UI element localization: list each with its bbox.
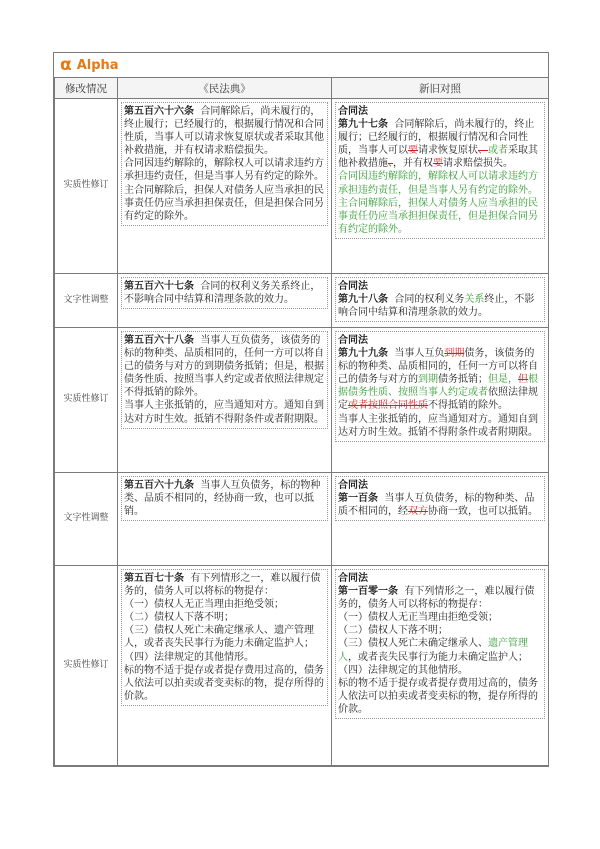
article-number: 第五百六十九条	[124, 480, 194, 491]
list-item	[338, 637, 542, 663]
unchanged-text: 当事人主张抵销的，应当通知对方。通知自到达对方时生效。抵销不得附条件或者附期限。	[338, 413, 538, 438]
unchanged-text: 不得抵销的除外。	[428, 400, 508, 412]
unchanged-text: 终止，不影响合同中结算和清理条款的效力。	[338, 294, 535, 319]
added-text: 遗产管理人	[338, 638, 528, 663]
unchanged-text: 有下列情形之一，难以履行债务的，债务人可以将标的物提存：	[338, 586, 535, 611]
table-header-row	[55, 78, 549, 99]
list-item: （二）债权人下落不明；	[124, 612, 234, 624]
article-text: 有下列情形之一，难以履行债务的，债务人可以将标的物提存：	[124, 573, 321, 598]
old-law-name: 合同法	[338, 106, 368, 117]
list-item: （三）债权人死亡未确定继承人、遗产管理人，或者丧失民事行为能力未确定监护人；	[124, 625, 314, 650]
header-revision-type: 修改情况	[55, 78, 118, 99]
unchanged-text: ，或者丧失民事行为能力未确定监护人；	[348, 651, 528, 663]
revision-type-cell: 实质性修订	[55, 566, 118, 766]
old-new-cell	[332, 274, 549, 328]
table-row	[55, 328, 549, 473]
header-old-new-comparison: 新旧对照	[332, 78, 549, 99]
added-text: 或者	[488, 145, 508, 157]
old-new-cell	[332, 328, 549, 473]
unchanged-text: 合同解除后，尚未履行的，终止履行；已经履行的，根据履行情况和合同性质，当事人可以	[338, 119, 535, 157]
old-law-name: 合同法	[338, 335, 368, 346]
old-new-cell	[332, 473, 549, 566]
unchanged-text: 采取其他补救措施	[338, 145, 538, 170]
table-row	[55, 274, 549, 328]
civil-code-cell	[118, 566, 332, 766]
deleted-text: 双方	[408, 506, 428, 518]
list-item: （一）债权人无正当理由拒绝受领；	[338, 612, 498, 624]
deleted-text: 、	[478, 145, 488, 157]
deleted-text: 或者按照合同性质	[348, 400, 428, 412]
old-law-name: 合同法	[338, 480, 368, 491]
old-article-number: 第一百零一条	[338, 586, 398, 598]
article-text: 标的物不适于提存或者提存费用过高的，债务人依法可以拍卖或者变卖标的物，提存所得的价款。	[124, 664, 324, 702]
article-text: 合同因违约解除的，解除权人可以请求违约方承担违约责任，但是当事人另有约定的除外。	[124, 158, 324, 183]
unchanged-text: 当事人互负	[394, 348, 445, 360]
deleted-text: 到期	[444, 348, 465, 360]
old-article-number: 第一百条	[338, 493, 378, 505]
brand-name: Alpha	[76, 57, 119, 73]
header-civil-code: 《民法典》	[118, 78, 332, 99]
civil-code-cell	[118, 473, 332, 566]
unchanged-text: 当事人互负债务，标的物种类、品质不相同的，经	[338, 493, 535, 518]
revision-type-cell: 实质性修订	[55, 99, 118, 274]
article-text: 当事人互负债务，标的物种类、品质不相同的，经协商一致，也可以抵销。	[124, 480, 321, 518]
old-new-cell	[332, 99, 549, 274]
unchanged-text: （三）债权人死亡未确定继承人、	[338, 638, 488, 650]
added-text: 到期	[418, 374, 438, 386]
unchanged-text: 合同的权利义务	[394, 294, 465, 306]
comparison-table	[54, 78, 549, 766]
table-row	[55, 566, 549, 766]
article-text: 当事人主张抵销的，应当通知对方。通知自到达对方时生效。抵销不得附条件或者附期限。	[124, 400, 324, 425]
article-text: 合同的权利义务关系终止，不影响合同中结算和清理条款的效力。	[124, 281, 321, 306]
added-text: 合同因违约解除的，解除权人可以请求违约方承担违约责任，但是当事人另有约定的除外。	[338, 171, 538, 196]
added-text: 但是，	[488, 374, 518, 386]
revision-type-cell: 文字性调整	[55, 473, 118, 566]
article-text: 当事人互负债务，该债务的标的物种类、品质相同的，任何一方可以将自己的债务与对方的到期债务抵销；但是，根据债务性质、按照当事人约定或者依照法律规定不得抵销的除外。	[124, 335, 324, 399]
revision-type-cell: 文字性调整	[55, 274, 118, 328]
list-item: （四）法律规定的其他情形。	[124, 651, 254, 663]
revision-type-cell: 实质性修订	[55, 328, 118, 473]
unchanged-text: 请求赔偿损失。	[443, 158, 513, 170]
article-number: 第五百六十七条	[124, 281, 194, 292]
article-number: 第五百六十八条	[124, 335, 194, 346]
added-text: 关系	[464, 294, 485, 306]
unchanged-text: 依照法律规定	[338, 387, 538, 412]
civil-code-cell	[118, 99, 332, 274]
unchanged-text: 债务，该债务的标的物种类、品质相同的，任何一方可以将自己的债务与对方的	[338, 348, 538, 386]
deleted-text: 要	[408, 145, 418, 157]
added-text: 根据债务性质、按照当事人约定或者	[338, 374, 538, 399]
old-law-name: 合同法	[338, 573, 368, 584]
unchanged-text: 债务抵销	[438, 374, 478, 386]
unchanged-text: ；	[478, 374, 488, 386]
old-law-name: 合同法	[338, 281, 368, 292]
list-item: （一）债权人无正当理由拒绝受领；	[124, 599, 284, 611]
table-row	[55, 99, 549, 274]
unchanged-text: 请求恢复原状	[418, 145, 478, 157]
article-text: 主合同解除后，担保人对债务人应当承担的民事责任仍应当承担担保责任，但是担保合同另有约定的除外。	[124, 184, 324, 222]
old-article-number: 第九十七条	[338, 119, 388, 131]
deleted-text: 但	[518, 374, 528, 386]
unchanged-text: 标的物不适于提存或者提存费用过高的，债务人依法可以拍卖或者变卖标的物，提存所得的价款。	[338, 677, 538, 715]
list-item: （四）法律规定的其他情形。	[338, 664, 468, 676]
added-text: 主合同解除后，担保人对债务人应当承担的民事责任仍应当承担担保责任，但是担保合同另有约定的除外。	[338, 197, 538, 235]
comparison-document	[53, 52, 549, 767]
unchanged-text: 协商一致，也可以抵销。	[428, 506, 538, 518]
old-article-number: 第九十九条	[338, 348, 388, 360]
table-row	[55, 473, 549, 566]
civil-code-cell	[118, 274, 332, 328]
old-new-cell	[332, 566, 549, 766]
deleted-text: 要	[433, 158, 443, 170]
unchanged-text: ，并有权	[393, 158, 433, 170]
list-item: （二）债权人下落不明；	[338, 625, 448, 637]
old-article-number: 第九十八条	[338, 294, 388, 306]
article-number: 第五百六十六条	[124, 106, 194, 117]
article-text: 合同解除后，尚未履行的，终止履行；已经履行的，根据履行情况和合同性质，当事人可以请求恢复原状或者采取其他补救措施，并有权请求赔偿损失。	[124, 106, 324, 157]
alpha-logo-icon: α	[60, 54, 72, 75]
deleted-text: 、	[388, 158, 393, 170]
brand-header	[54, 53, 548, 78]
civil-code-cell	[118, 328, 332, 473]
article-number: 第五百七十条	[124, 573, 184, 584]
